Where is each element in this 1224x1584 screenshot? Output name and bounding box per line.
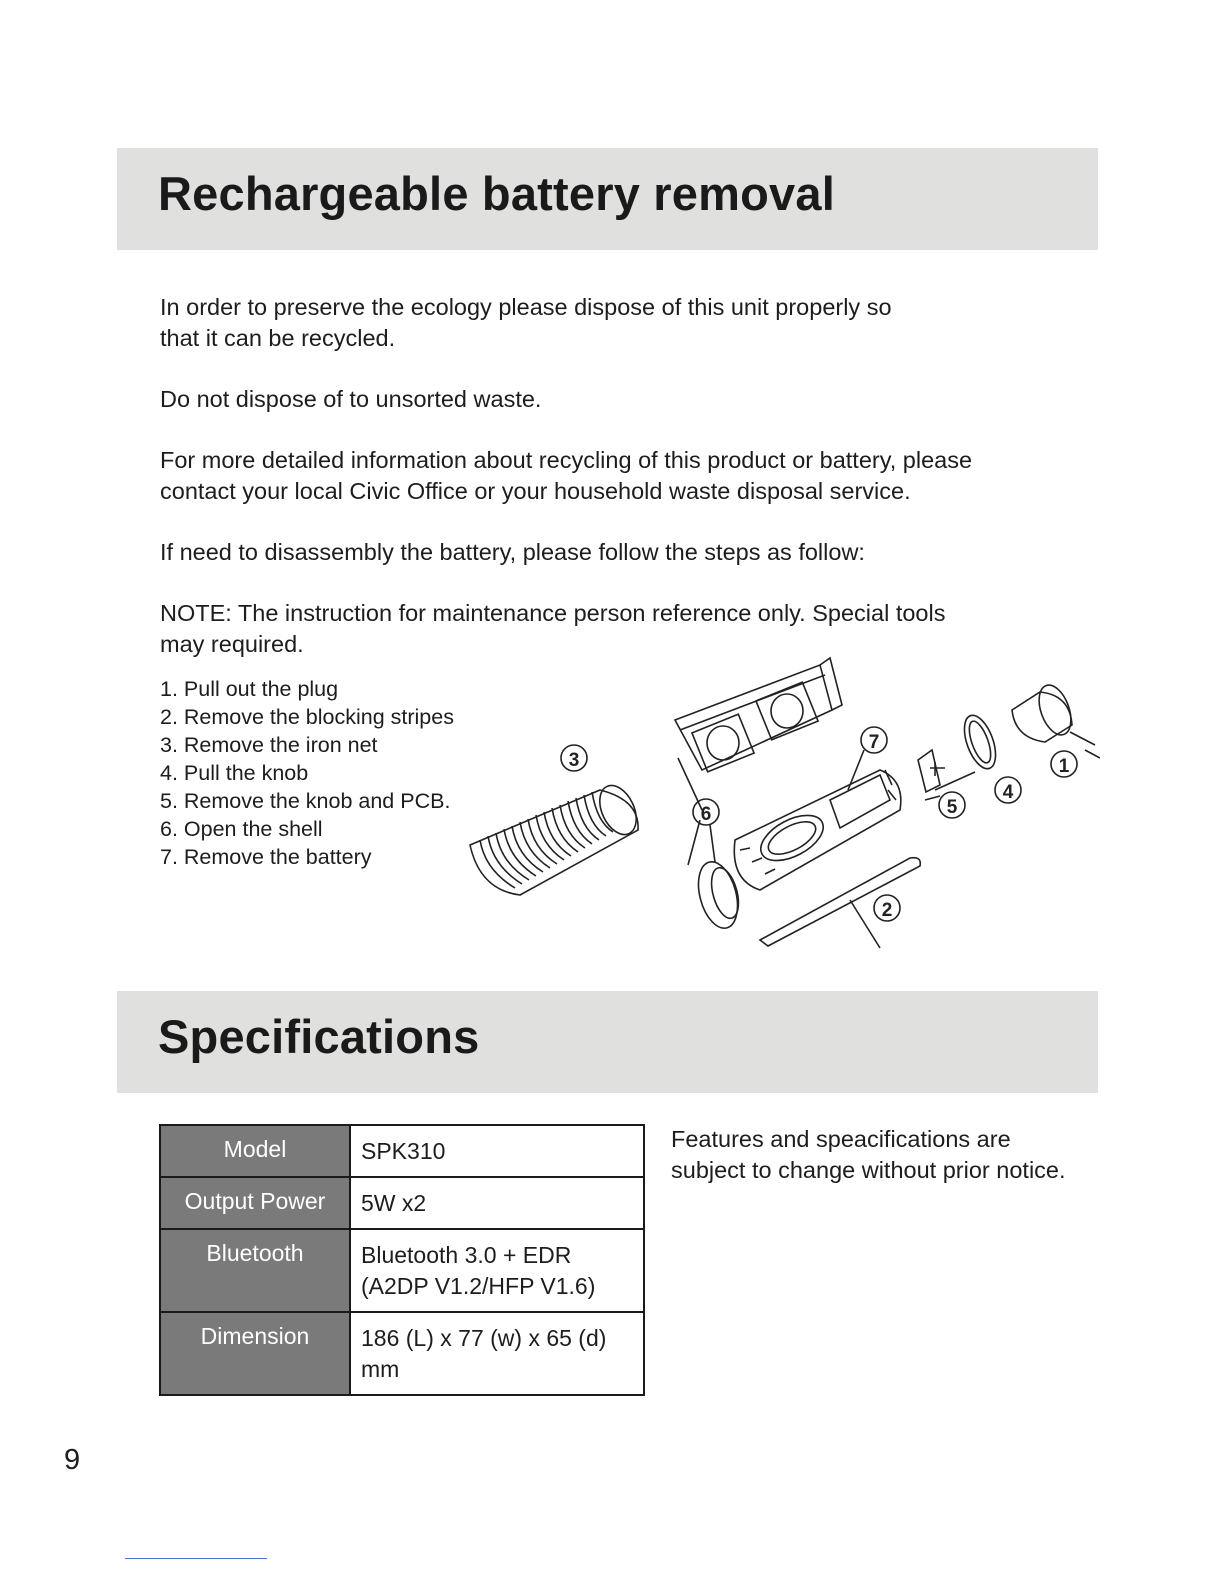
callout-3 xyxy=(561,745,587,771)
paragraph-disassembly: If need to disassembly the battery, please follow the steps as follow: xyxy=(160,539,865,565)
spec-value-line: (A2DP V1.2/HFP V1.6) xyxy=(361,1273,596,1299)
paragraph-info-line2: contact your local Civic Office or your household waste disposal service. xyxy=(160,478,911,504)
paragraph-info-line1: For more detailed information about recycling of this product or battery, please xyxy=(160,447,973,473)
section-header-battery xyxy=(117,148,1098,250)
specifications-note-line1: Features and speacifications are xyxy=(671,1126,1011,1152)
section-header-specifications xyxy=(117,991,1098,1093)
specifications-note xyxy=(671,1124,1111,1186)
step-item: 7. Remove the battery xyxy=(160,845,372,869)
spec-label-output-power: Output Power xyxy=(160,1177,350,1229)
spec-value-line: 5W x2 xyxy=(361,1190,427,1216)
disassembly-steps-list xyxy=(160,675,454,871)
callout-2-label: 2 xyxy=(881,900,893,921)
end-cap-part xyxy=(688,820,744,933)
page-number: 9 xyxy=(64,1444,81,1476)
knob-pcb-part xyxy=(918,750,945,792)
step-item: 3. Remove the iron net xyxy=(160,733,378,757)
paragraph-ecology-line1: In order to preserve the ecology please dispose of this unit properly so xyxy=(160,294,892,320)
footer-underline xyxy=(125,1558,267,1559)
step-item: 4. Pull the knob xyxy=(160,761,309,785)
plug-cap-part xyxy=(1012,681,1100,758)
step-item: 1. Pull out the plug xyxy=(160,677,339,701)
table-row xyxy=(160,1229,644,1312)
spec-value-bluetooth xyxy=(350,1229,644,1312)
callout-4-label: 4 xyxy=(1002,782,1014,803)
callout-2 xyxy=(874,895,900,921)
callout-1 xyxy=(1051,751,1077,777)
ring-part xyxy=(958,711,1002,773)
paragraph-note-line2: may required. xyxy=(160,631,304,657)
blocking-stripe-part xyxy=(760,858,920,948)
table-row xyxy=(160,1125,644,1177)
spec-value-line: Bluetooth 3.0 + EDR xyxy=(361,1242,572,1268)
callout-5-label: 5 xyxy=(946,797,958,818)
table-row xyxy=(160,1177,644,1229)
spec-label-dimension: Dimension xyxy=(160,1312,350,1395)
spec-value-dimension xyxy=(350,1312,644,1395)
step-item: 5. Remove the knob and PCB. xyxy=(160,789,451,813)
callout-3-label: 3 xyxy=(568,750,580,771)
table-row xyxy=(160,1312,644,1395)
spec-label-bluetooth: Bluetooth xyxy=(160,1229,350,1312)
callout-1-label: 1 xyxy=(1058,756,1070,777)
exploded-view-diagram xyxy=(440,650,1100,955)
iron-net-part xyxy=(470,780,643,895)
spec-value-line: 186 (L) x 77 (w) x 65 (d) mm xyxy=(361,1325,607,1382)
step-item: 2. Remove the blocking stripes xyxy=(160,705,454,729)
section-title-battery: Rechargeable battery removal xyxy=(158,167,835,220)
callout-5 xyxy=(925,792,965,818)
callout-6 xyxy=(693,799,719,825)
paragraph-note-line1: NOTE: The instruction for maintenance person reference only. Special tools xyxy=(160,600,946,626)
spec-value-model xyxy=(350,1125,644,1177)
spec-value-line: SPK310 xyxy=(361,1138,446,1164)
step-item: 6. Open the shell xyxy=(160,817,323,841)
specifications-note-line2: subject to change without prior notice. xyxy=(671,1157,1066,1183)
spec-value-output-power xyxy=(350,1177,644,1229)
main-body-part xyxy=(734,770,901,890)
paragraph-info xyxy=(160,445,1060,507)
paragraph-ecology xyxy=(160,292,1060,354)
paragraph-waste: Do not dispose of to unsorted waste. xyxy=(160,386,542,412)
paragraph-ecology-line2: that it can be recycled. xyxy=(160,325,396,351)
top-shell-part xyxy=(675,658,842,810)
spec-label-model: Model xyxy=(160,1125,350,1177)
callout-7-label: 7 xyxy=(868,732,880,753)
callout-6-label: 6 xyxy=(700,804,712,825)
section-title-specifications: Specifications xyxy=(158,1010,480,1063)
specifications-table xyxy=(159,1124,645,1396)
